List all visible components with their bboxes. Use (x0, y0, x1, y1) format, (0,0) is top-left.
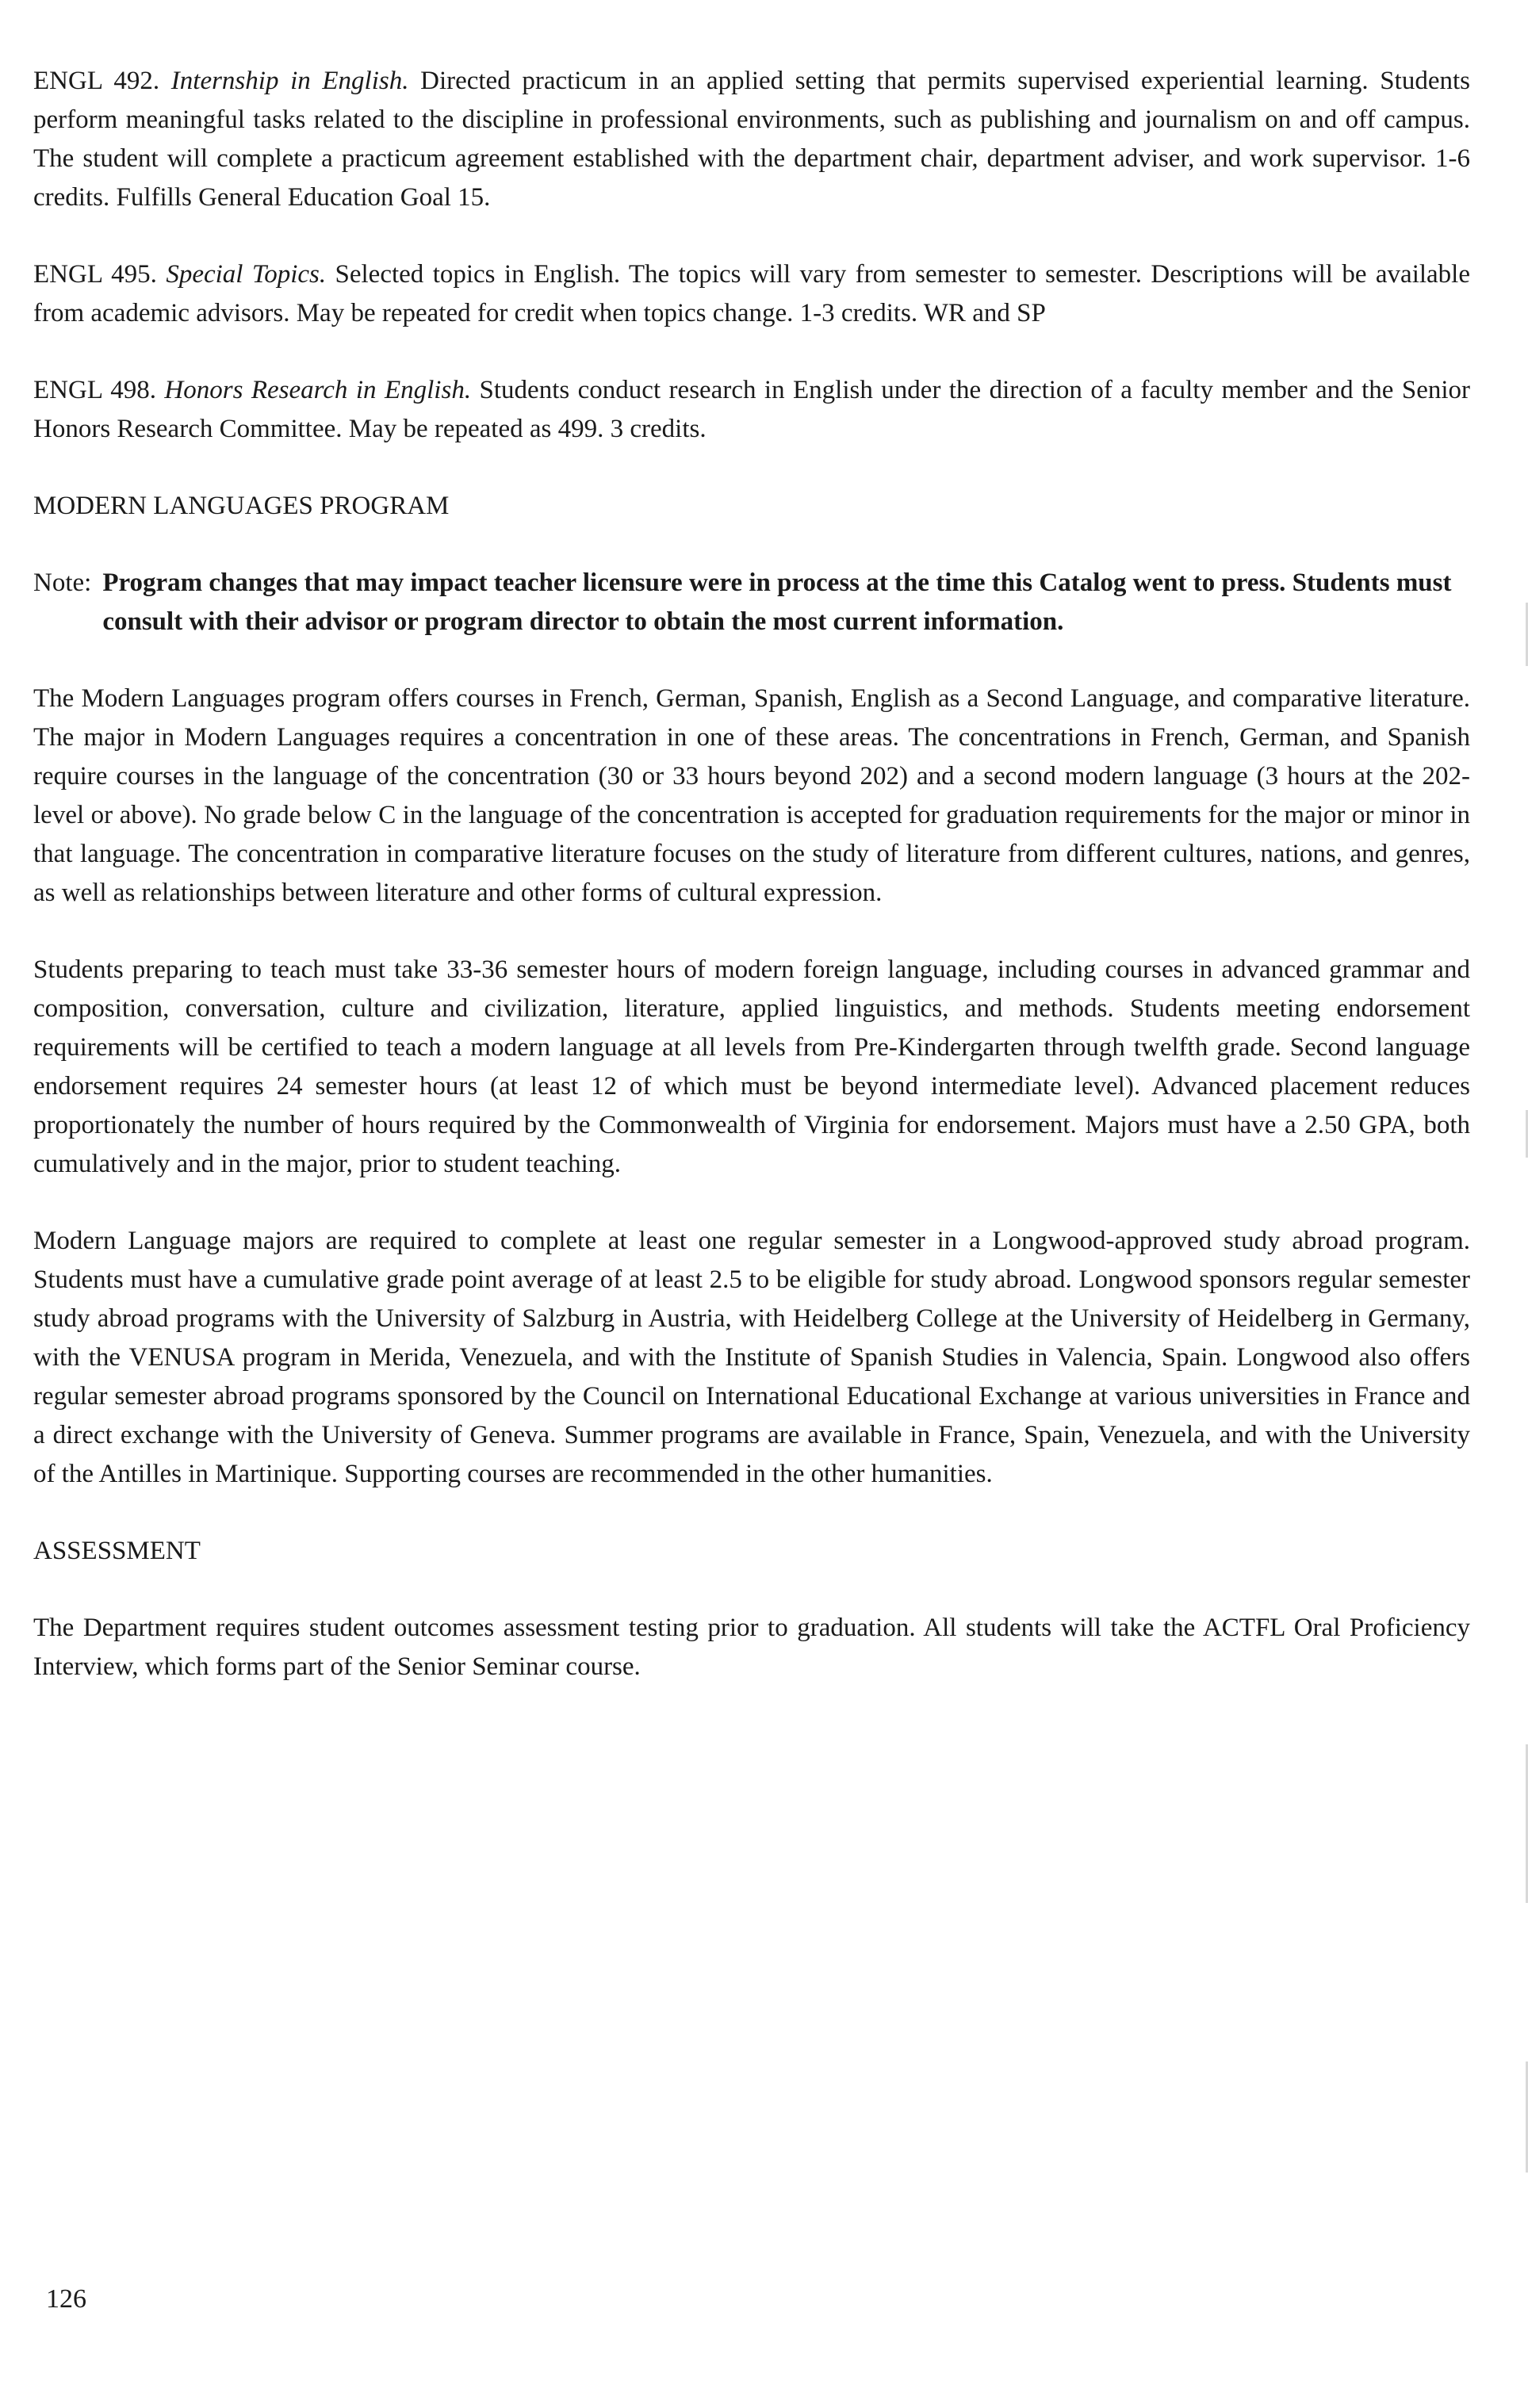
course-code: ENGL 498. (33, 376, 156, 404)
assessment-heading: ASSESSMENT (33, 1537, 201, 1565)
note-label: Note: (33, 569, 92, 597)
course-title: Internship in English. (170, 67, 409, 95)
modern-languages-paragraph-1: The Modern Languages program offers courses in French, German, Spanish, English as a Second Language, and comparative literature. The major in Modern Languages requires a concentration in one of these areas. The concentrations in French, German, and Spanish require courses in the language of the concentration (30 or 33 hours beyond 202) and a second modern language (3 hours at the 202-level or above). No grade below C in the language of the concentration is accepted for graduation requirements for the major or minor in that language. The concentration in comparative literature focuses on the study of literature from different cultures, nations, and genres, as well as relationships between literature and other forms of cultural expression. (33, 684, 1470, 907)
course-description: Selected topics in English. The topics will vary from semester to semester. Descriptions will be available from academic advisors. May be repeated for credit when topics change. 1-3 credits. WR and SP (33, 260, 1470, 327)
course-description: Directed practicum in an applied setting that permits supervised experiential learning. Students perform meaningful tasks related to the discipline in professional environments, such as publishing and journalism on and off campus. The student will complete a practicum agreement established with the department chair, department adviser, and work supervisor. 1-6 credits. Fulfills General Education Goal 15. (33, 67, 1470, 212)
course-title: Special Topics. (166, 260, 327, 289)
program-note (33, 564, 1470, 641)
course-code: ENGL 495. (33, 260, 157, 289)
catalog-page (33, 62, 1470, 1725)
modern-languages-heading: MODERN LANGUAGES PROGRAM (33, 492, 450, 520)
course-code: ENGL 492. (33, 67, 160, 95)
page-number: 126 (46, 2284, 86, 2314)
course-title: Honors Research in English. (164, 376, 472, 404)
course-entry-engl-498 (33, 371, 1470, 449)
note-text: Program changes that may impact teacher licensure were in process at the time this Catalog went to press. Students must consult with their advisor or program director to obtain the most current information. (102, 569, 1452, 636)
course-entry-engl-495 (33, 255, 1470, 333)
modern-languages-paragraph-2: Students preparing to teach must take 33-36 semester hours of modern foreign language, including courses in advanced grammar and composition, conversation, culture and civilization, literature, applied linguistics, and methods. Students meeting endorsement requirements will be certified to teach a modern language at all levels from Pre-Kindergarten through twelfth grade. Second language endorsement requires 24 semester hours (at least 12 of which must be beyond intermediate level). Advanced placement reduces proportionately the number of hours required by the Commonwealth of Virginia for endorsement. Majors must have a 2.50 GPA, both cumulatively and in the major, prior to student teaching. (33, 955, 1470, 1178)
course-entry-engl-492 (33, 62, 1470, 217)
modern-languages-paragraph-3: Modern Language majors are required to complete at least one regular semester in a Longwood-approved study abroad program. Students must have a cumulative grade point average of at least 2.5 to be eligible for study abroad. Longwood sponsors regular semester study abroad programs with the University of Salzburg in Austria, with Heidelberg College at the University of Heidelberg in Germany, with the VENUSA program in Merida, Venezuela, and with the Institute of Spanish Studies in Valencia, Spain. Longwood also offers regular semester abroad programs sponsored by the Council on International Educational Exchange at various universities in France and a direct exchange with the University of Geneva. Summer programs are available in France, Spain, Venezuela, and with the University of the Antilles in Martinique. Supporting courses are recommended in the other humanities. (33, 1227, 1470, 1488)
course-description: Students conduct research in English under the direction of a faculty member and the Senior Honors Research Committee. May be repeated as 499. 3 credits. (33, 376, 1471, 443)
assessment-paragraph: The Department requires student outcomes assessment testing prior to graduation. All students will take the ACTFL Oral Proficiency Interview, which forms part of the Senior Seminar course. (33, 1614, 1470, 1681)
